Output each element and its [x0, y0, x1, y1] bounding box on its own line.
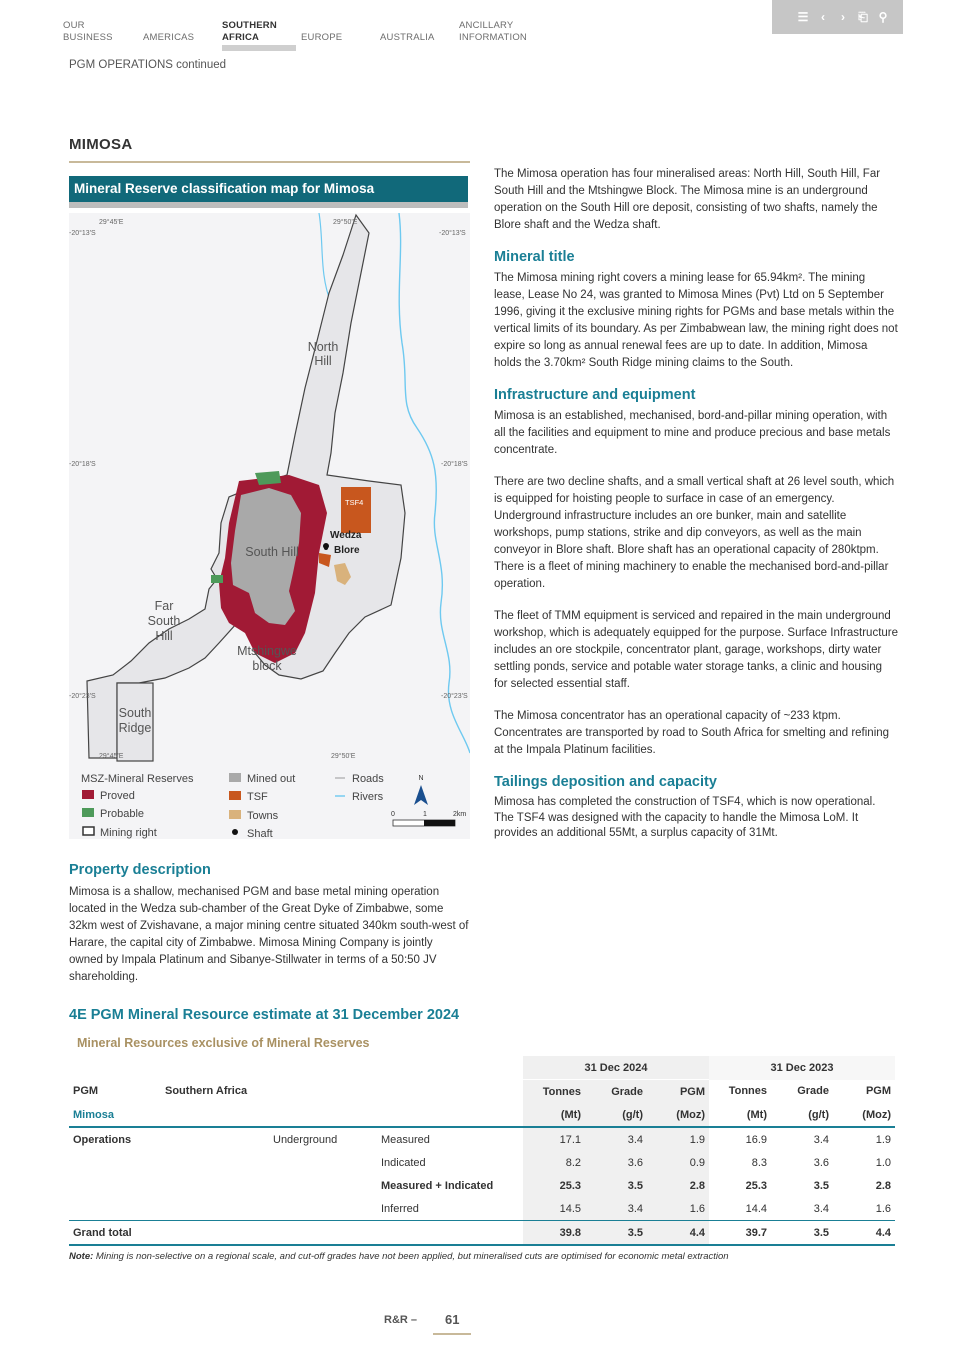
label-blore: Blore	[334, 545, 360, 556]
nav-southern-africa[interactable]: SOUTHERN AFRICA	[222, 20, 277, 43]
coord-top-mid: 29°50'E	[333, 219, 358, 226]
scale-2: 2km	[453, 811, 467, 818]
intro-text: The Mimosa operation has four mineralised areas: North Hill, South Hill, Far South Hill and the Mtshingwe Block. The Mimosa mine is an underground operation on the South Hill ore deposit, consisting of two shafts, namely the Blore shaft and the Wedza shaft.	[494, 168, 881, 231]
property-heading: Property description	[69, 862, 211, 878]
breadcrumb: PGM OPERATIONS continued	[69, 59, 227, 71]
label-south-hill: South Hill	[245, 545, 299, 559]
blore-shaft-marker	[324, 546, 328, 550]
page-toolbar	[772, 0, 903, 34]
coord-left-2: -20°18'S	[69, 461, 96, 468]
label-north-hill-2: Hill	[314, 354, 332, 368]
legend-towns-swatch	[229, 810, 241, 819]
coord-left-3: -20°23'S	[69, 693, 96, 700]
nav-ancillary-information[interactable]: ANCILLARY INFORMATION	[459, 20, 527, 43]
col-grade-2024: Grade	[585, 1080, 647, 1104]
col-tonnes-2023: Tonnes	[728, 1085, 767, 1098]
prev-icon[interactable]: ‹	[821, 10, 825, 24]
period-2023: 31 Dec 2023	[709, 1056, 895, 1080]
legend-proved: Proved	[100, 790, 135, 802]
search-icon[interactable]: ⚲	[878, 10, 888, 24]
unit-gt-2023: (g/t)	[808, 1108, 829, 1121]
coord-left-1: -20°13'S	[69, 230, 96, 237]
table-row: Measured + Indicated 25.3 3.5 2.8 25.3 3.5 2.8	[69, 1174, 895, 1197]
label-north-hill-1: North	[307, 340, 339, 354]
legend-shaft-swatch	[232, 829, 238, 835]
label-tsf4: TSF4	[345, 498, 364, 507]
label-south-ridge-2: Ridge	[118, 721, 152, 735]
legend-probable: Probable	[100, 808, 145, 820]
legend-tsf: TSF	[247, 791, 268, 803]
unit-moz-2024: (Moz)	[647, 1103, 709, 1127]
resource-table	[69, 1056, 895, 1246]
legend-title: MSZ-Mineral Reserves	[81, 773, 194, 785]
table-row: Indicated 8.2 3.6 0.9 8.3 3.6 1.0	[69, 1151, 895, 1174]
coord-right-3: -20°23'S	[441, 693, 468, 700]
unit-moz-2023: (Moz)	[862, 1108, 891, 1121]
legend-rivers: Rivers	[352, 791, 384, 803]
col-mimosa: Mimosa	[73, 1108, 114, 1121]
period-2024: 31 Dec 2024	[523, 1056, 709, 1080]
tailings-text: Mimosa has completed the construction of TSF4, which is now operational. The TSF4 was designed with the capacity to handle the Mimosa LoM. It provides an additional 55Mt, a surplus capacity of 31Mt.	[494, 796, 876, 839]
table-period-row	[69, 1056, 895, 1080]
footer-rule	[433, 1333, 471, 1335]
legend-shaft: Shaft	[247, 828, 273, 839]
table-header-row-2	[69, 1103, 895, 1127]
legend-mined-out: Mined out	[247, 773, 296, 785]
table-grand-total-row: Grand total 39.8 3.5 4.4 39.7 3.5 4.4	[69, 1221, 895, 1246]
coord-bottom-mid: 29°50'E	[331, 753, 356, 760]
nav-australia[interactable]: AUSTRALIA	[380, 32, 435, 43]
map-header-bar	[69, 202, 468, 208]
back-icon[interactable]: ⎗	[858, 9, 868, 24]
label-mtshingwe-2: block	[252, 659, 282, 673]
scale-0: 0	[391, 811, 395, 818]
label-mtshingwe-1: Mtshingwe	[237, 644, 297, 658]
nav-our-business[interactable]: OUR BUSINESS	[63, 20, 113, 43]
nav-americas[interactable]: AMERICAS	[143, 32, 195, 43]
page-title: MIMOSA	[69, 136, 133, 153]
probable-zone-1	[255, 471, 281, 485]
label-wedza: Wedza	[330, 530, 362, 541]
infrastructure-p4: The Mimosa concentrator has an operational capacity of ~233 ktpm. Concentrates are transported by road to South Africa for smelting and refining at the Impala Platinum facilities.	[494, 710, 890, 756]
col-pgm-2023: PGM	[865, 1085, 891, 1098]
legend-towns: Towns	[247, 810, 279, 822]
probable-zone-2	[211, 575, 223, 583]
label-south-ridge-1: South	[118, 706, 152, 720]
col-pgm: PGM	[73, 1085, 99, 1098]
scale-bar-fill	[424, 820, 455, 826]
resource-heading: 4E PGM Mineral Resource estimate at 31 December 2024	[69, 1007, 460, 1023]
coord-bottom-left: 29°45'E	[99, 753, 124, 760]
next-icon[interactable]: ›	[841, 10, 845, 24]
nav-europe[interactable]: EUROPE	[301, 32, 343, 43]
infrastructure-p3: The fleet of TMM equipment is serviced and repaired in the main underground workshop, which is adequately equipped for the purpose. Surface Infrastructure includes an ore stockpile, concentrator plant, garage, workshops, dirty water settling ponds, service and potable water storage tanks, a clinic and housing for selected essential staff.	[494, 610, 899, 690]
note-label: Note:	[69, 1251, 94, 1262]
table-row: Operations Underground Measured 17.1 3.4 1.9 16.9 3.4 1.9	[69, 1127, 895, 1151]
label-far-south-hill-3: Hill	[155, 629, 173, 643]
mineral-title-text: The Mimosa mining right covers a mining lease for 65.94km². The mining lease, Lease No 24, was granted to Mimosa Mines (Pvt) Ltd on 5 September 1996, giving it the exclusive mining rights for PGMs and base metals within the vertical limits of its boundary. As per Zimbabwean law, the mining right does not expire so long as annual renewal fees are up to date. In addition, Mimosa holds the 3.70km² South Ridge mining claims to the South.	[494, 272, 898, 369]
map-header: Mineral Reserve classification map for Mimosa	[69, 176, 468, 202]
legend-mined-out-swatch	[229, 773, 241, 782]
tsf4-area	[341, 487, 371, 533]
legend-mining-right: Mining right	[100, 827, 157, 839]
title-rule	[69, 161, 470, 163]
scale-1: 1	[423, 811, 427, 818]
resource-subheading: Mineral Resources exclusive of Mineral Reserves	[77, 1036, 370, 1050]
col-tonnes-2024: Tonnes	[523, 1080, 585, 1104]
infrastructure-p1: Mimosa is an established, mechanised, bord-and-pillar mining operation, with all the facilities and equipment to mine and produce precious and base metals concentrate.	[494, 410, 891, 456]
label-far-south-hill-1: Far	[154, 599, 174, 613]
coord-right-1: -20°13'S	[439, 230, 466, 237]
coord-right-2: -20°18'S	[441, 461, 468, 468]
unit-gt-2024: (g/t)	[585, 1103, 647, 1127]
note-text: Mining is non-selective on a regional scale, and cut-off grades have not been applied, but mineralised cuts are optimised for economic metal extraction	[93, 1251, 729, 1262]
infrastructure-p2: There are two decline shafts, and a small vertical shaft at 26 level south, which is equipped for hoisting people to surface in case of an emergency. Underground infrastructure includes an ore bunker, main and satellite workshops, pump stations, strike and dip conveyors, as well as the main conveyor in Blore shaft. Blore shaft has an operational capacity of 280ktpm. There is a fleet of mining machinery to enable the mechanised bord-and-pillar operation.	[494, 476, 895, 590]
menu-icon[interactable]: ☰	[797, 10, 809, 24]
table-note	[69, 1251, 729, 1262]
table-row: Inferred 14.5 3.4 1.6 14.4 3.4 1.6	[69, 1197, 895, 1221]
mineral-title-heading: Mineral title	[494, 249, 575, 265]
unit-mt-2024: (Mt)	[523, 1103, 585, 1127]
table-header-row-1	[69, 1080, 895, 1104]
legend-tsf-swatch	[229, 791, 241, 800]
mimosa-map	[69, 213, 470, 839]
active-nav-indicator	[222, 45, 296, 51]
right-column	[494, 166, 898, 842]
coord-top-left: 29°45'E	[99, 219, 124, 226]
footer-label: R&R –	[384, 1314, 418, 1326]
unit-mt-2023: (Mt)	[746, 1108, 767, 1121]
page-number: 61	[445, 1312, 460, 1327]
north-label: N	[418, 775, 424, 782]
legend-roads: Roads	[352, 773, 384, 785]
col-region: Southern Africa	[165, 1085, 248, 1098]
infrastructure-heading: Infrastructure and equipment	[494, 387, 696, 403]
legend-proved-swatch	[82, 790, 94, 799]
legend-mining-right-swatch	[83, 827, 94, 835]
property-text: Mimosa is a shallow, mechanised PGM and base metal mining operation located in the Wedza sub-chamber of the Great Dyke of Zimbabwe, some 32km west of Zvishavane, a major mining centre situated 340km south-west of Harare, the capital city of Zimbabwe. Mimosa Mining Company is jointly owned by Impala Platinum and Sibanye-Stillwater in terms of a 50:50 JV shareholding.	[69, 886, 469, 983]
col-pgm-2024: PGM	[647, 1080, 709, 1104]
label-far-south-hill-2: South	[147, 614, 181, 628]
col-grade-2023: Grade	[797, 1085, 829, 1098]
tailings-heading: Tailings deposition and capacity	[494, 774, 717, 790]
legend-probable-swatch	[82, 808, 94, 817]
